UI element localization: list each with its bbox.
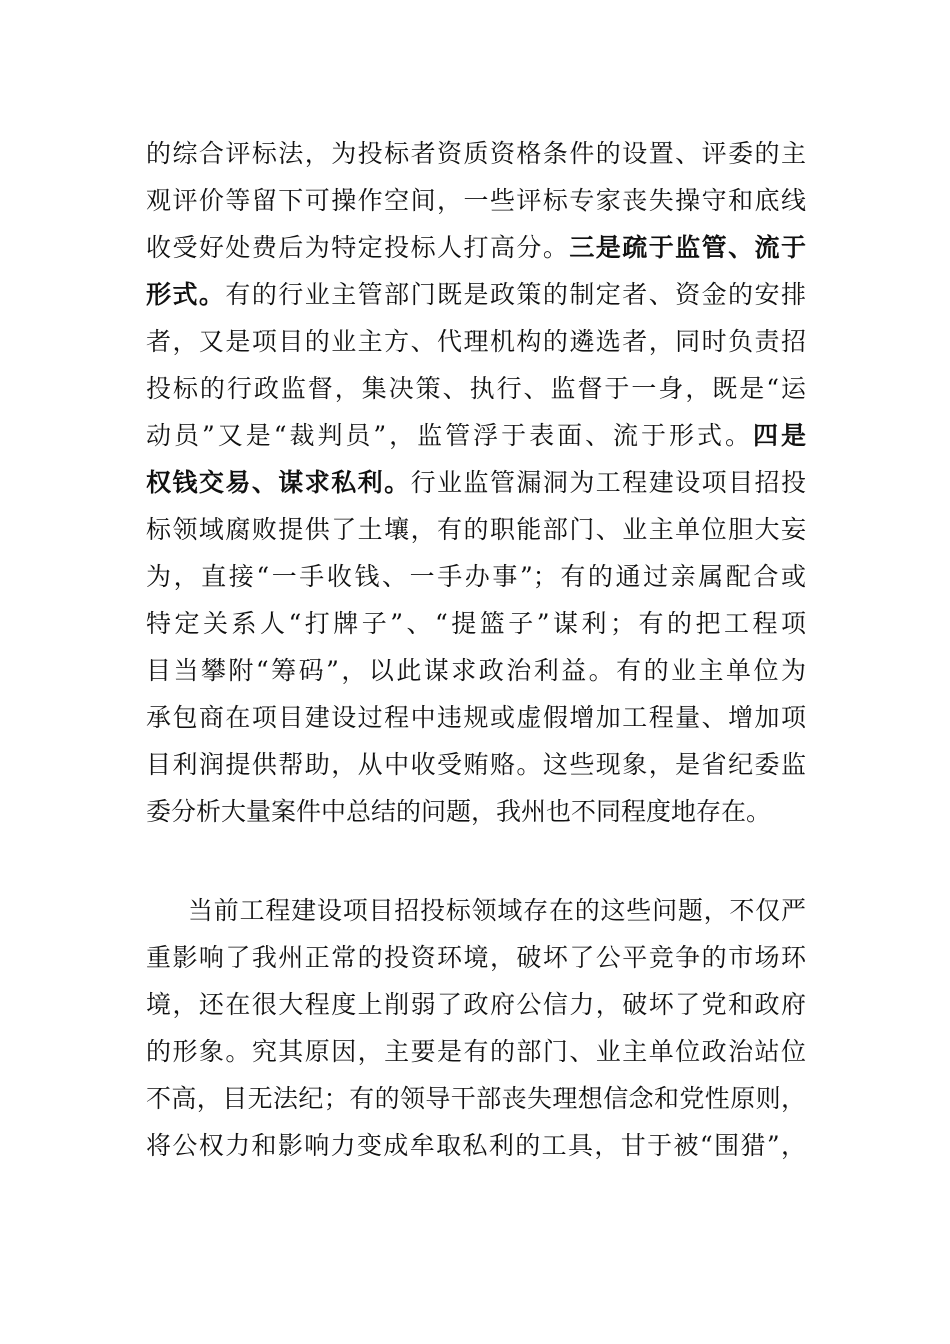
text-line-15 <box>146 794 806 830</box>
text-segment: 承包商在项目建设过程中违规或虚假增加工程量、增加项 <box>146 703 806 732</box>
text-line-5 <box>146 324 806 360</box>
text-segment: 重影响了我州正常的投资环境，破坏了公平竞争的市场环 <box>146 943 806 972</box>
text-line-13 <box>146 700 806 736</box>
text-line-9 <box>146 512 806 548</box>
text-line-20 <box>146 1081 806 1117</box>
text-line-6 <box>146 371 806 407</box>
text-line-7 <box>146 418 806 454</box>
text-line-18 <box>146 987 806 1023</box>
text-line-3 <box>146 230 806 266</box>
text-line-2 <box>146 183 806 219</box>
text-segment: 不高，目无法纪；有的领导干部丧失理想信念和党性原则， <box>146 1084 806 1113</box>
text-segment: 行业监管漏洞为工程建设项目招投 <box>410 468 806 497</box>
text-line-4 <box>146 277 806 313</box>
text-line-10 <box>146 559 806 595</box>
text-line-8 <box>146 465 806 501</box>
text-line-11 <box>146 606 806 642</box>
text-line-19 <box>146 1034 806 1070</box>
text-segment: 的形象。究其原因，主要是有的部门、业主单位政治站位 <box>146 1037 806 1066</box>
text-segment: 当前工程建设项目招投标领域存在的这些问题，不仅严 <box>188 896 806 925</box>
text-line-14 <box>146 747 806 783</box>
bold-heading-segment: 形式。 <box>146 280 226 309</box>
text-line-17 <box>146 940 806 976</box>
text-segment: 为，直接“一手收钱、一手办事”；有的通过亲属配合或 <box>146 562 806 591</box>
text-segment: 委分析大量案件中总结的问题，我州也不同程度地存在。 <box>146 797 772 826</box>
text-segment: 目当攀附“筹码”，以此谋求政治利益。有的业主单位为 <box>146 656 806 685</box>
text-segment: 境，还在很大程度上削弱了政府公信力，破坏了党和政府 <box>146 990 806 1019</box>
text-line-21 <box>146 1128 806 1164</box>
text-segment: 收受好处费后为特定投标人打高分。 <box>146 233 570 262</box>
bold-heading-segment: 三是疏于监管、流于 <box>569 233 806 262</box>
text-segment: 的综合评标法，为投标者资质资格条件的设置、评委的主 <box>146 139 806 168</box>
text-segment: 投标的行政监督，集决策、执行、监督于一身，既是“运 <box>146 374 806 403</box>
text-line-12 <box>146 653 806 689</box>
text-segment: 者，又是项目的业主方、代理机构的遴选者，同时负责招 <box>146 327 806 356</box>
text-segment: 观评价等留下可操作空间，一些评标专家丧失操守和底线 <box>146 186 806 215</box>
text-segment: 动员”又是“裁判员”，监管浮于表面、流于形式。 <box>146 421 753 450</box>
bold-heading-segment: 权钱交易、谋求私利。 <box>146 468 411 497</box>
text-segment: 将公权力和影响力变成牟取私利的工具，甘于被“围猎”， <box>146 1131 806 1160</box>
text-line-16 <box>188 893 806 929</box>
text-line-1 <box>146 136 806 172</box>
text-segment: 特定关系人“打牌子”、“提篮子”谋利；有的把工程项 <box>146 609 806 638</box>
text-segment: 目利润提供帮助，从中收受贿赂。这些现象，是省纪委监 <box>146 750 806 779</box>
bold-heading-segment: 四是 <box>753 421 806 450</box>
text-segment: 有的行业主管部门既是政策的制定者、资金的安排 <box>225 280 806 309</box>
text-segment: 标领域腐败提供了土壤，有的职能部门、业主单位胆大妄 <box>146 515 806 544</box>
